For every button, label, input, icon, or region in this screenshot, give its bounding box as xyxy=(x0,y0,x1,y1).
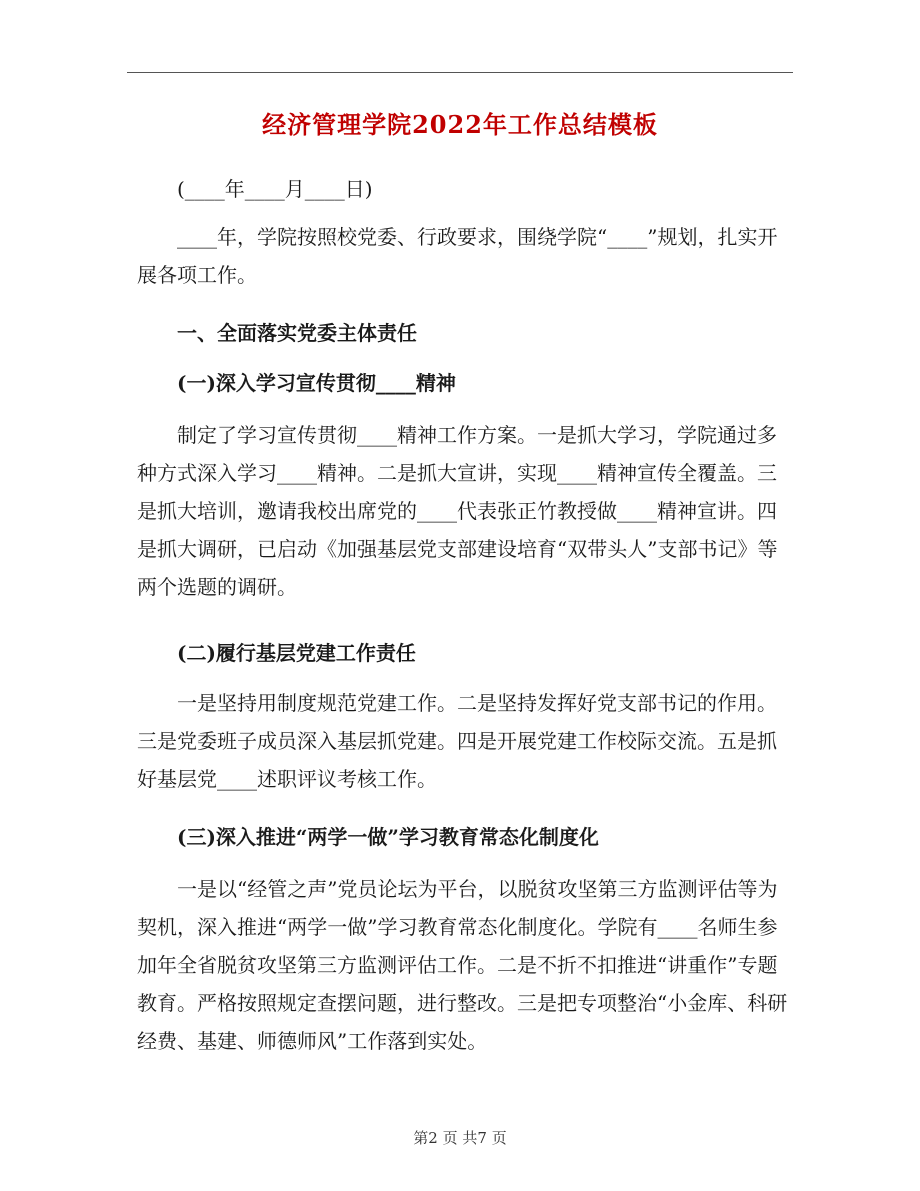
page-number: 第2 页 共7 页 xyxy=(413,1129,507,1147)
date-line: (____年____月____日) xyxy=(177,177,373,201)
section-heading-1: 一、全面落实党委主体责任 xyxy=(177,321,417,345)
document-title: 经济管理学院2022年工作总结模板 xyxy=(262,110,658,139)
subsection-heading-1: (一)深入学习宣传贯彻____精神 xyxy=(177,371,456,395)
subsection-body-3: 一是以“经管之声”党员论坛为平台，以脱贫攻坚第三方监测评估等为契机，深入推进“两学一做”学习教育常态化制度化。学院有____名师生参加年全省脱贫攻坚第三方监测评估工作。二是不折不扣推进“讲重作”专题教育。严格按照规定查摆问题，进行整改。三是把专项整治“小金库、科研经费、基建、师德师风”工作落到实处。 xyxy=(137,877,788,1053)
subsection-body-1: 制定了学习宣传贯彻____精神工作方案。一是抓大学习，学院通过多种方式深入学习____精神。二是抓大宣讲，实现____精神宣传全覆盖。三是抓大培训，邀请我校出席党的____代表张正竹教授做____精神宣讲。四是抓大调研，已启动《加强基层党支部建设培育“双带头人”支部书记》等两个选题的调研。 xyxy=(137,423,778,599)
subsection-heading-2: (二)履行基层党建工作责任 xyxy=(177,641,416,665)
subsection-heading-3: (三)深入推进“两学一做”学习教育常态化制度化 xyxy=(177,825,599,849)
intro-paragraph: ____年，学院按照校党委、行政要求，围绕学院“____”规划，扎实开展各项工作。 xyxy=(137,225,778,287)
subsection-body-2: 一是坚持用制度规范党建工作。二是坚持发挥好党支部书记的作用。三是党委班子成员深入基层抓党建。四是开展党建工作校际交流。五是抓好基层党____述职评议考核工作。 xyxy=(137,691,777,791)
header-rule xyxy=(127,72,793,73)
